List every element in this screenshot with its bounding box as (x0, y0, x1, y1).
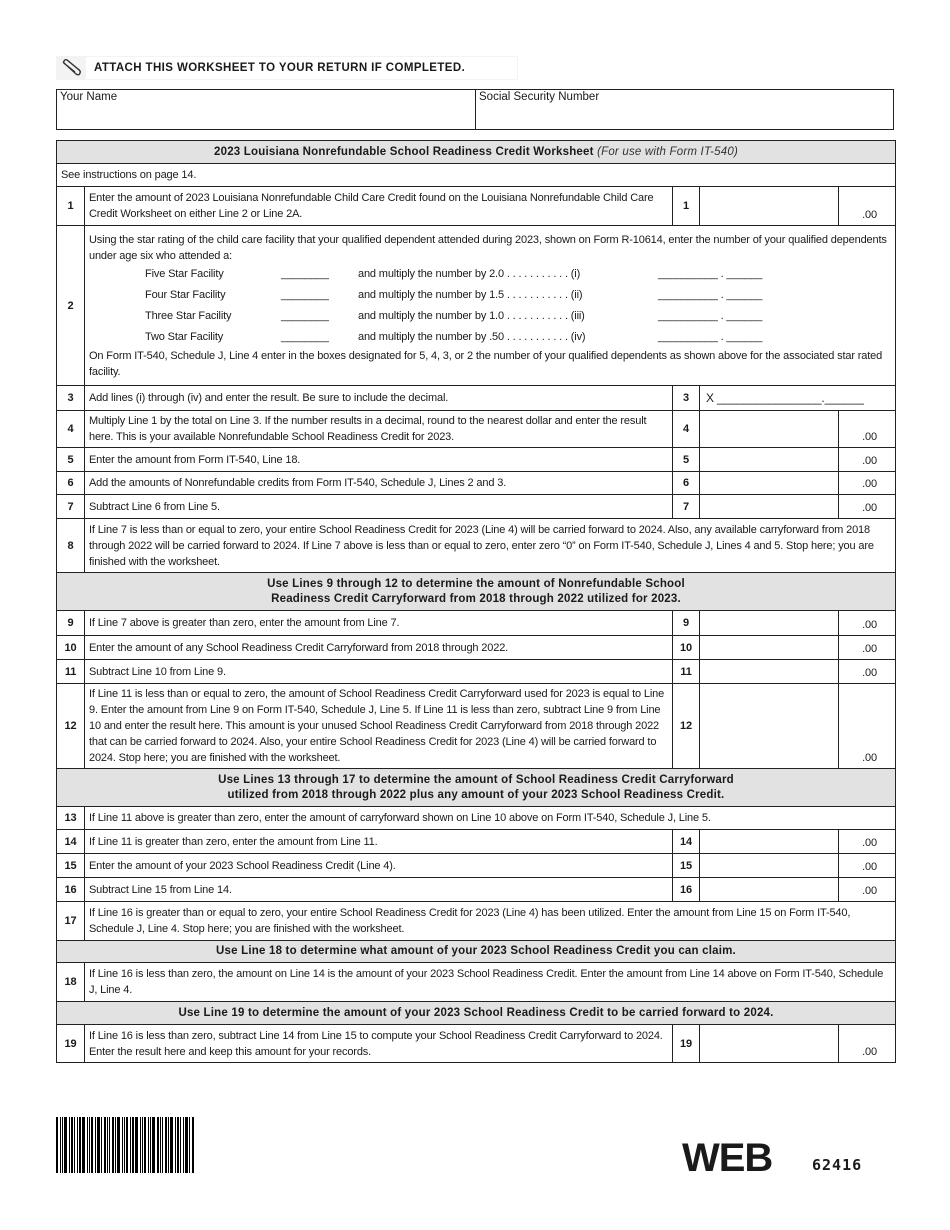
line-5-cents-field[interactable]: .00 (839, 448, 896, 472)
dependents-count-field[interactable]: ________ (281, 288, 329, 301)
section-header-text: Use Lines 13 through 17 to determine the amount of School Readiness Credit Carryforward utilized from 2018 through 2022 plus any amount of your 2023 School Readiness Credit. (57, 769, 896, 807)
instructions-text: See instructions on page 14. (57, 164, 896, 187)
line-6-dollars-field[interactable] (700, 472, 839, 495)
barcode-bar (157, 1117, 159, 1173)
line-2-intro: Using the star rating of the child care facility that your qualified dependent attended during 2023, shown on Form R-10614, enter the number of your qualified dependents under age six who attended a: (89, 233, 887, 262)
line-box-number: 14 (673, 830, 700, 854)
barcode-bar (82, 1117, 85, 1173)
line-number: 14 (57, 830, 85, 854)
line-number: 3 (57, 386, 85, 411)
line-box-number: 12 (673, 684, 700, 769)
line-box-number: 19 (673, 1025, 700, 1063)
line-4-dollars-field[interactable] (700, 411, 839, 448)
barcode-bar (165, 1117, 167, 1173)
worksheet-table (56, 140, 896, 1063)
star-result-field[interactable]: __________ . ______ (658, 267, 763, 280)
star-facility-row (89, 306, 891, 327)
barcode-bar (115, 1117, 116, 1173)
line-text: If Line 11 above is greater than zero, enter the amount of carryforward shown on Line 10 above on Form IT-540, Schedule J, Line 5. (85, 807, 896, 830)
barcode-bar (132, 1117, 134, 1173)
barcode-bar (62, 1117, 63, 1173)
line-text: Multiply Line 1 by the total on Line 3. If the number results in a decimal, round to the nearest dollar and enter the result here. This is your available Nonrefundable School Readiness Credit for 2023. (85, 411, 673, 448)
line-number: 17 (57, 902, 85, 941)
line-14-row (57, 830, 896, 854)
line-19-cents-field[interactable]: .00 (839, 1025, 896, 1063)
section-header-text: Use Line 19 to determine the amount of your 2023 School Readiness Credit to be carried forward to 2024. (57, 1002, 896, 1025)
taxpayer-id-box (56, 89, 894, 130)
line-box-number: 6 (673, 472, 700, 495)
section-header-text: Use Lines 9 through 12 to determine the amount of Nonrefundable School Readiness Credit Carryforward from 2018 through 2022 utilized for 2023. (57, 573, 896, 611)
line-number: 4 (57, 411, 85, 448)
line-1-row (57, 187, 896, 226)
worksheet-title-row (57, 141, 896, 164)
barcode-bar (97, 1117, 100, 1173)
line-text: If Line 7 above is greater than zero, enter the amount from Line 7. (85, 611, 673, 636)
barcode-bar (192, 1117, 194, 1173)
facility-label: Five Star Facility (145, 267, 224, 280)
line-7-dollars-field[interactable] (700, 495, 839, 519)
line-7-cents-field[interactable]: .00 (839, 495, 896, 519)
line-number: 16 (57, 878, 85, 902)
barcode-bar (189, 1117, 190, 1173)
barcode-bar (60, 1117, 61, 1173)
barcode-bar (112, 1117, 114, 1173)
facility-label: Four Star Facility (145, 288, 226, 301)
line-19-row (57, 1025, 896, 1063)
line-number: 5 (57, 448, 85, 472)
line-13-row (57, 807, 896, 830)
line-9-cents-field[interactable]: .00 (839, 611, 896, 636)
line-6-cents-field[interactable]: .00 (839, 472, 896, 495)
line-text: If Line 7 is less than or equal to zero, your entire School Readiness Credit for 2023 (Line 4) will be carried forward to 2024. Also, any available carryforward from 2018 through 2022 will be carried forward to 2024. If Line 7 above is less than or equal to zero, enter zero “0” on Form IT-540, Schedule J, Lines 4 and 5. Stop here; you are finished with the worksheet. (85, 519, 896, 573)
line-5-row (57, 448, 896, 472)
star-facility-row (89, 327, 891, 348)
dependents-count-field[interactable]: ________ (281, 309, 329, 322)
section-header-row (57, 769, 896, 807)
section-header-row (57, 573, 896, 611)
multiplier-text: and multiply the number by .50 . . . . . . . . . . . (iv) (358, 330, 586, 343)
line-box-number: 1 (673, 187, 700, 226)
line-10-row (57, 636, 896, 660)
line-number: 13 (57, 807, 85, 830)
barcode-bar (87, 1117, 88, 1173)
line-number: 12 (57, 684, 85, 769)
line-3-amount-field[interactable]: X ________________.______ (700, 386, 896, 411)
paperclip-icon (56, 56, 86, 80)
barcode-bar (168, 1117, 169, 1173)
barcode-bar (135, 1117, 138, 1173)
star-result-field[interactable]: __________ . ______ (658, 330, 763, 343)
barcode-bar (175, 1117, 176, 1173)
line-box-number: 9 (673, 611, 700, 636)
line-2-row (57, 226, 896, 386)
dependents-count-field[interactable]: ________ (281, 267, 329, 280)
barcode-bar (150, 1117, 151, 1173)
dependents-count-field[interactable]: ________ (281, 330, 329, 343)
line-18-row (57, 963, 896, 1002)
line-box-number: 7 (673, 495, 700, 519)
line-16-dollars-field[interactable] (700, 878, 839, 902)
line-text: If Line 16 is less than zero, subtract Line 14 from Line 15 to compute your School Readiness Credit Carryforward to 2024. Enter the result here and keep this amount for your records. (85, 1025, 673, 1063)
line-15-cents-field[interactable]: .00 (839, 854, 896, 878)
line-number: 7 (57, 495, 85, 519)
line-1-dollars-field[interactable] (700, 187, 839, 226)
section-header-row (57, 941, 896, 963)
line-number: 15 (57, 854, 85, 878)
star-result-field[interactable]: __________ . ______ (658, 309, 763, 322)
barcode-bar (95, 1117, 96, 1173)
line-7-row (57, 495, 896, 519)
barcode-bar (74, 1117, 75, 1173)
barcode-bar (144, 1117, 146, 1173)
line-16-row (57, 878, 896, 902)
line-16-cents-field[interactable]: .00 (839, 878, 896, 902)
barcode-bar (101, 1117, 102, 1173)
line-12-row (57, 684, 896, 769)
line-box-number: 10 (673, 636, 700, 660)
line-text: If Line 11 is less than or equal to zero, the amount of School Readiness Credit Carryforward used for 2023 is equal to Line 9. Enter the amount from Line 9 on Form IT-540, Schedule J, Line 5. If Line 11 is less than zero, subtract Line 9 from Line 10 and enter the result here. This amount is your unused School Readiness Credit Carryforward from 2018 through 2022 that can be carried forward to 2024. Also, your entire School Readiness Credit for 2023 (Line 4) will be carried forward to 2024. Stop here; you are finished with the worksheet. (85, 684, 673, 769)
multiplier-text: and multiply the number by 1.0 . . . . . . . . . . . (iii) (358, 309, 585, 322)
line-text: Enter the amount of 2023 Louisiana Nonrefundable Child Care Credit found on the Louisiana Nonrefundable Child Care Credit Worksheet on either Line 2 or Line 2A. (85, 187, 673, 226)
line-8-row (57, 519, 896, 573)
line-box-number: 3 (673, 386, 700, 411)
your-name-field[interactable]: Your Name (57, 90, 476, 129)
line-box-number: 5 (673, 448, 700, 472)
barcode-bar (177, 1117, 179, 1173)
barcode-bar (79, 1117, 81, 1173)
line-3-row (57, 386, 896, 411)
line-number: 8 (57, 519, 85, 573)
barcode-bar (180, 1117, 181, 1173)
barcode-bar (71, 1117, 73, 1173)
barcode-bar (104, 1117, 106, 1173)
worksheet-subtitle: (For use with Form IT-540) (597, 146, 738, 158)
star-result-field[interactable]: __________ . ______ (658, 288, 763, 301)
line-6-row (57, 472, 896, 495)
facility-label: Two Star Facility (145, 330, 224, 343)
barcode-bar (160, 1117, 161, 1173)
star-facility-row (89, 264, 891, 285)
form-code: 62416 (812, 1156, 863, 1174)
instructions-row (57, 164, 896, 187)
line-15-row (57, 854, 896, 878)
barcode-bar (170, 1117, 173, 1173)
line-text: If Line 16 is less than zero, the amount on Line 14 is the amount of your 2023 School Readiness Credit. Enter the amount from Line 14 above on Form IT-540, Schedule J, Line 4. (85, 963, 896, 1002)
star-facility-row (89, 285, 891, 306)
line-box-number: 15 (673, 854, 700, 878)
line-10-cents-field[interactable]: .00 (839, 636, 896, 660)
line-text: If Line 11 is greater than zero, enter the amount from Line 11. (85, 830, 673, 854)
section-header-text: Use Line 18 to determine what amount of your 2023 School Readiness Credit you can claim. (57, 941, 896, 963)
line-number: 6 (57, 472, 85, 495)
section-header-row (57, 1002, 896, 1025)
line-box-number: 16 (673, 878, 700, 902)
barcode-bar (130, 1117, 131, 1173)
line-12-dollars-field[interactable] (700, 684, 839, 769)
line-4-cents-field[interactable]: .00 (839, 411, 896, 448)
attach-notice: ATTACH THIS WORKSHEET TO YOUR RETURN IF COMPLETED. (56, 56, 518, 80)
barcode-bar (69, 1117, 70, 1173)
line-2-footer: On Form IT-540, Schedule J, Line 4 enter in the boxes designated for 5, 4, 3, or 2 the number of your qualified dependents as shown above for the associated star rated facility. (89, 349, 883, 378)
line-14-dollars-field[interactable] (700, 830, 839, 854)
line-12-cents-field[interactable]: .00 (839, 684, 896, 769)
line-15-dollars-field[interactable] (700, 854, 839, 878)
line-text: Subtract Line 6 from Line 5. (85, 495, 673, 519)
barcode (56, 1117, 230, 1173)
facility-label: Three Star Facility (145, 309, 232, 322)
barcode-bar (140, 1117, 141, 1173)
multiplier-text: and multiply the number by 1.5 . . . . . . . . . . . (ii) (358, 288, 583, 301)
line-4-row (57, 411, 896, 448)
line-box-number: 11 (673, 660, 700, 684)
line-text: Subtract Line 15 from Line 14. (85, 878, 673, 902)
barcode-bar (148, 1117, 149, 1173)
barcode-bar (91, 1117, 93, 1173)
line-number: 1 (57, 187, 85, 226)
barcode-bar (122, 1117, 123, 1173)
line-10-dollars-field[interactable] (700, 636, 839, 660)
barcode-bar (109, 1117, 110, 1173)
barcode-bar (124, 1117, 125, 1173)
line-number: 18 (57, 963, 85, 1002)
line-text: If Line 16 is greater than or equal to zero, your entire School Readiness Credit for 2023 (Line 4) has been utilized. Enter the amount from Line 15 on Form IT-540, Schedule J, Line 4. Stop here; you are finished with the worksheet. (85, 902, 896, 941)
line-number: 11 (57, 660, 85, 684)
line-number: 19 (57, 1025, 85, 1063)
line-19-dollars-field[interactable] (700, 1025, 839, 1063)
barcode-bar (142, 1117, 143, 1173)
barcode-bar (64, 1117, 67, 1173)
line-number: 2 (57, 226, 85, 386)
line-number: 9 (57, 611, 85, 636)
line-text: Enter the amount from Form IT-540, Line 18. (85, 448, 673, 472)
line-14-cents-field[interactable]: .00 (839, 830, 896, 854)
multiplier-text: and multiply the number by 2.0 . . . . . . . . . . . (i) (358, 267, 581, 280)
barcode-bar (152, 1117, 155, 1173)
line-text: Subtract Line 10 from Line 9. (85, 660, 673, 684)
line-1-cents-field[interactable]: .00 (839, 187, 896, 226)
barcode-bar (126, 1117, 128, 1173)
barcode-bar (89, 1117, 90, 1173)
worksheet-title: 2023 Louisiana Nonrefundable School Readiness Credit Worksheet (214, 146, 594, 158)
line-number: 10 (57, 636, 85, 660)
line-text: Add the amounts of Nonrefundable credits from Form IT-540, Schedule J, Lines 2 and 3. (85, 472, 673, 495)
line-2-content (85, 226, 896, 386)
line-9-row (57, 611, 896, 636)
line-11-dollars-field[interactable] (700, 660, 839, 684)
line-text: Add lines (i) through (iv) and enter the result. Be sure to include the decimal. (85, 386, 673, 411)
line-17-row (57, 902, 896, 941)
barcode-bar (56, 1117, 58, 1173)
barcode-bar (185, 1117, 188, 1173)
barcode-bar (117, 1117, 120, 1173)
line-9-dollars-field[interactable] (700, 611, 839, 636)
line-text: Enter the amount of your 2023 School Readiness Credit (Line 4). (85, 854, 673, 878)
ssn-field[interactable]: Social Security Number (479, 91, 600, 103)
line-11-cents-field[interactable]: .00 (839, 660, 896, 684)
web-mark: WEB (682, 1136, 773, 1180)
barcode-bar (162, 1117, 163, 1173)
barcode-bar (77, 1117, 78, 1173)
line-box-number: 4 (673, 411, 700, 448)
barcode-bar (107, 1117, 108, 1173)
line-11-row (57, 660, 896, 684)
line-text: Enter the amount of any School Readiness Credit Carryforward from 2018 through 2022. (85, 636, 673, 660)
line-5-dollars-field[interactable] (700, 448, 839, 472)
barcode-bar (183, 1117, 184, 1173)
